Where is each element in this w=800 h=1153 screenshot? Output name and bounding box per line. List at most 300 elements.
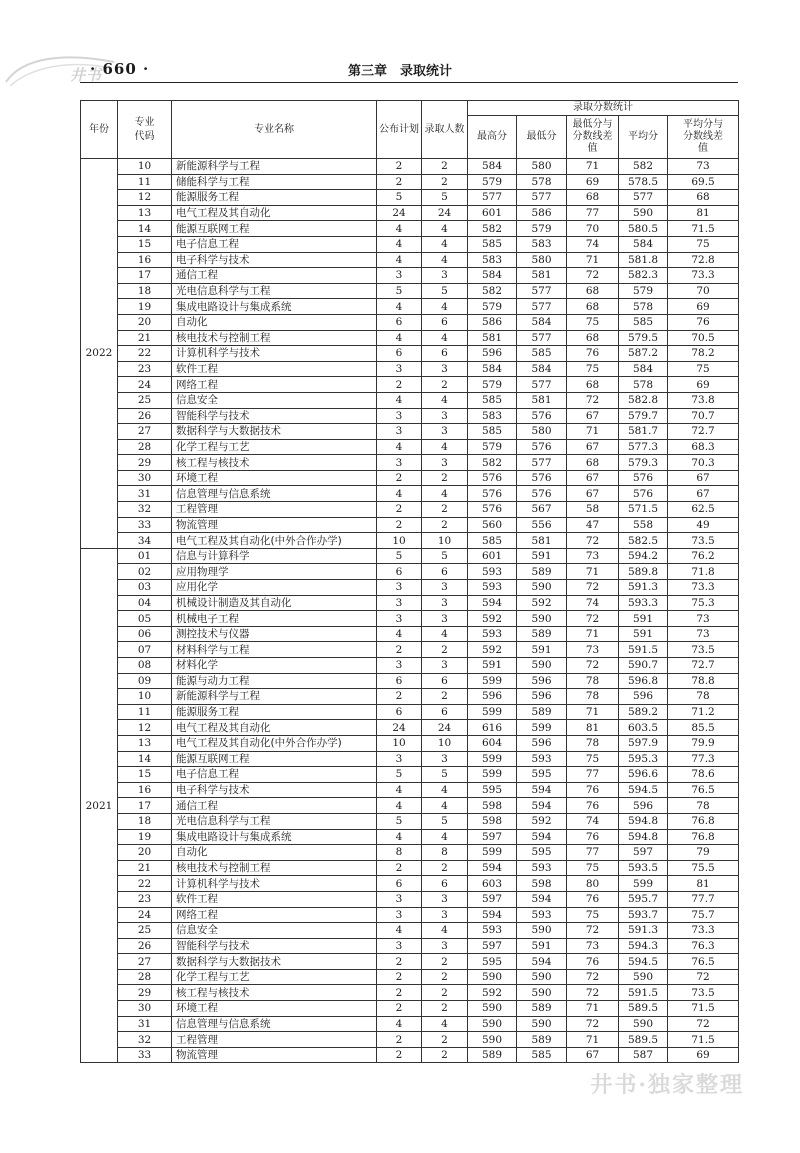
major-name-cell: 电气工程及其自动化(中外合作办学) [172, 533, 377, 549]
table-row [81, 517, 739, 533]
table-row [81, 377, 739, 393]
major-name-cell: 电子信息工程 [172, 767, 377, 783]
min-diff-cell: 68 [567, 190, 619, 206]
max-score-cell: 581 [468, 330, 517, 346]
major-code-cell: 22 [118, 876, 172, 892]
min-diff-cell: 72 [567, 611, 619, 627]
admitted-cell: 2 [422, 969, 468, 985]
admitted-cell: 3 [422, 891, 468, 907]
major-code-cell: 28 [118, 969, 172, 985]
major-name-cell: 信息管理与信息系统 [172, 486, 377, 502]
min-diff-cell: 77 [567, 205, 619, 221]
major-code-cell: 01 [118, 548, 172, 564]
table-row [81, 361, 739, 377]
major-name-cell: 机械设计制造及其自动化 [172, 595, 377, 611]
admitted-cell: 3 [422, 424, 468, 440]
admitted-cell: 4 [422, 798, 468, 814]
table-row [81, 923, 739, 939]
admitted-cell: 6 [422, 673, 468, 689]
admitted-cell: 8 [422, 845, 468, 861]
admitted-cell: 4 [422, 252, 468, 268]
published-plan-cell: 6 [377, 346, 422, 362]
published-plan-cell: 2 [377, 689, 422, 705]
admitted-cell: 4 [422, 299, 468, 315]
admitted-cell: 6 [422, 704, 468, 720]
published-plan-cell: 4 [377, 392, 422, 408]
max-score-cell: 583 [468, 252, 517, 268]
published-plan-cell: 3 [377, 938, 422, 954]
major-code-cell: 25 [118, 923, 172, 939]
max-score-cell: 589 [468, 1047, 517, 1063]
avg-diff-cell: 76.2 [668, 548, 739, 564]
max-score-cell: 579 [468, 174, 517, 190]
admitted-cell: 3 [422, 408, 468, 424]
major-name-cell: 电气工程及其自动化 [172, 720, 377, 736]
avg-diff-cell: 78 [668, 689, 739, 705]
admitted-cell: 3 [422, 751, 468, 767]
max-score-cell: 583 [468, 408, 517, 424]
avg-diff-cell: 76.8 [668, 813, 739, 829]
max-score-cell: 579 [468, 439, 517, 455]
major-code-cell: 06 [118, 626, 172, 642]
major-name-cell: 化学工程与工艺 [172, 439, 377, 455]
major-name-cell: 集成电路设计与集成系统 [172, 299, 377, 315]
avg-diff-cell: 71.2 [668, 704, 739, 720]
avg-score-cell: 580.5 [619, 221, 668, 237]
major-code-cell: 13 [118, 735, 172, 751]
min-diff-cell: 73 [567, 548, 619, 564]
min-score-cell: 577 [517, 283, 567, 299]
max-score-cell: 584 [468, 361, 517, 377]
admitted-cell: 2 [422, 985, 468, 1001]
table-row [81, 486, 739, 502]
header-min-score: 最低分 [517, 116, 567, 159]
published-plan-cell: 2 [377, 159, 422, 175]
min-score-cell: 580 [517, 252, 567, 268]
table-row [81, 767, 739, 783]
published-plan-cell: 2 [377, 502, 422, 518]
table-row [81, 392, 739, 408]
avg-score-cell: 593.7 [619, 907, 668, 923]
published-plan-cell: 2 [377, 1032, 422, 1048]
major-name-cell: 光电信息科学与工程 [172, 283, 377, 299]
min-diff-cell: 78 [567, 673, 619, 689]
min-diff-cell: 68 [567, 377, 619, 393]
published-plan-cell: 2 [377, 174, 422, 190]
admitted-cell: 10 [422, 533, 468, 549]
published-plan-cell: 5 [377, 767, 422, 783]
published-plan-cell: 5 [377, 813, 422, 829]
avg-score-cell: 584 [619, 236, 668, 252]
table-row [81, 782, 739, 798]
avg-score-cell: 587.2 [619, 346, 668, 362]
max-score-cell: 584 [468, 159, 517, 175]
avg-score-cell: 595.7 [619, 891, 668, 907]
min-score-cell: 590 [517, 969, 567, 985]
min-diff-cell: 67 [567, 470, 619, 486]
major-code-cell: 23 [118, 361, 172, 377]
min-diff-cell: 58 [567, 502, 619, 518]
table-row [81, 533, 739, 549]
max-score-cell: 590 [468, 1001, 517, 1017]
avg-score-cell: 594.5 [619, 782, 668, 798]
major-name-cell: 网络工程 [172, 377, 377, 393]
min-score-cell: 581 [517, 392, 567, 408]
header-year: 年份 [81, 101, 118, 159]
avg-diff-cell: 62.5 [668, 502, 739, 518]
table-row [81, 470, 739, 486]
min-diff-cell: 76 [567, 798, 619, 814]
avg-score-cell: 587 [619, 1047, 668, 1063]
major-code-cell: 04 [118, 595, 172, 611]
min-diff-cell: 73 [567, 642, 619, 658]
avg-score-cell: 594.8 [619, 829, 668, 845]
min-score-cell: 592 [517, 813, 567, 829]
table-body [81, 159, 739, 1063]
published-plan-cell: 3 [377, 891, 422, 907]
min-diff-cell: 71 [567, 424, 619, 440]
min-score-cell: 583 [517, 236, 567, 252]
major-code-cell: 07 [118, 642, 172, 658]
avg-diff-cell: 69 [668, 377, 739, 393]
major-code-cell: 31 [118, 1016, 172, 1032]
published-plan-cell: 6 [377, 704, 422, 720]
major-code-cell: 20 [118, 314, 172, 330]
min-score-cell: 584 [517, 314, 567, 330]
min-diff-cell: 74 [567, 813, 619, 829]
table-row [81, 346, 739, 362]
min-score-cell: 594 [517, 891, 567, 907]
avg-score-cell: 594.2 [619, 548, 668, 564]
avg-diff-cell: 78.2 [668, 346, 739, 362]
table-row [81, 720, 739, 736]
admitted-cell: 6 [422, 346, 468, 362]
major-code-cell: 15 [118, 236, 172, 252]
major-name-cell: 能源服务工程 [172, 190, 377, 206]
published-plan-cell: 3 [377, 658, 422, 674]
min-score-cell: 576 [517, 470, 567, 486]
avg-score-cell: 589.5 [619, 1001, 668, 1017]
major-code-cell: 26 [118, 408, 172, 424]
admitted-cell: 3 [422, 580, 468, 596]
major-name-cell: 电子科学与技术 [172, 252, 377, 268]
max-score-cell: 582 [468, 221, 517, 237]
admitted-cell: 6 [422, 876, 468, 892]
major-name-cell: 工程管理 [172, 1032, 377, 1048]
admitted-cell: 2 [422, 517, 468, 533]
min-score-cell: 596 [517, 673, 567, 689]
max-score-cell: 597 [468, 891, 517, 907]
max-score-cell: 577 [468, 190, 517, 206]
min-score-cell: 594 [517, 954, 567, 970]
avg-score-cell: 603.5 [619, 720, 668, 736]
avg-score-cell: 599 [619, 876, 668, 892]
max-score-cell: 576 [468, 470, 517, 486]
min-diff-cell: 71 [567, 564, 619, 580]
major-code-cell: 09 [118, 673, 172, 689]
min-diff-cell: 71 [567, 1001, 619, 1017]
avg-diff-cell: 71.5 [668, 1032, 739, 1048]
table-row [81, 642, 739, 658]
table-row [81, 954, 739, 970]
major-name-cell: 电子科学与技术 [172, 782, 377, 798]
avg-score-cell: 571.5 [619, 502, 668, 518]
min-score-cell: 595 [517, 845, 567, 861]
min-diff-cell: 72 [567, 533, 619, 549]
major-code-cell: 18 [118, 283, 172, 299]
major-name-cell: 计算机科学与技术 [172, 876, 377, 892]
avg-diff-cell: 73.3 [668, 923, 739, 939]
major-name-cell: 核工程与核技术 [172, 985, 377, 1001]
table-row [81, 236, 739, 252]
major-name-cell: 核工程与核技术 [172, 455, 377, 471]
published-plan-cell: 3 [377, 907, 422, 923]
major-name-cell: 电气工程及其自动化(中外合作办学) [172, 735, 377, 751]
major-code-cell: 18 [118, 813, 172, 829]
major-code-cell: 11 [118, 704, 172, 720]
table-row [81, 595, 739, 611]
major-name-cell: 应用物理学 [172, 564, 377, 580]
major-name-cell: 信息安全 [172, 923, 377, 939]
min-score-cell: 581 [517, 268, 567, 284]
min-diff-cell: 72 [567, 392, 619, 408]
max-score-cell: 585 [468, 236, 517, 252]
avg-diff-cell: 69.5 [668, 174, 739, 190]
major-code-cell: 31 [118, 486, 172, 502]
major-code-cell: 12 [118, 190, 172, 206]
min-score-cell: 593 [517, 860, 567, 876]
min-score-cell: 590 [517, 985, 567, 1001]
major-code-cell: 03 [118, 580, 172, 596]
avg-diff-cell: 81 [668, 205, 739, 221]
max-score-cell: 595 [468, 954, 517, 970]
published-plan-cell: 5 [377, 190, 422, 206]
avg-diff-cell: 77.3 [668, 751, 739, 767]
avg-score-cell: 591.3 [619, 580, 668, 596]
table-row [81, 876, 739, 892]
major-code-cell: 12 [118, 720, 172, 736]
table-row [81, 564, 739, 580]
avg-score-cell: 582.8 [619, 392, 668, 408]
avg-score-cell: 584 [619, 361, 668, 377]
min-score-cell: 589 [517, 1001, 567, 1017]
avg-score-cell: 558 [619, 517, 668, 533]
major-name-cell: 智能科学与技术 [172, 938, 377, 954]
avg-diff-cell: 85.5 [668, 720, 739, 736]
avg-score-cell: 578 [619, 299, 668, 315]
min-score-cell: 591 [517, 938, 567, 954]
min-score-cell: 590 [517, 923, 567, 939]
major-code-cell: 29 [118, 985, 172, 1001]
avg-score-cell: 593.3 [619, 595, 668, 611]
page-number: · 660 · [90, 60, 150, 78]
avg-diff-cell: 70.5 [668, 330, 739, 346]
avg-diff-cell: 79 [668, 845, 739, 861]
admission-stats-table [80, 100, 739, 1063]
published-plan-cell: 4 [377, 299, 422, 315]
header-published-plan: 公布计划 [377, 101, 422, 159]
min-score-cell: 580 [517, 424, 567, 440]
major-name-cell: 通信工程 [172, 798, 377, 814]
major-name-cell: 能源与动力工程 [172, 673, 377, 689]
major-code-cell: 27 [118, 954, 172, 970]
max-score-cell: 582 [468, 455, 517, 471]
table-row [81, 455, 739, 471]
avg-score-cell: 597.9 [619, 735, 668, 751]
admitted-cell: 4 [422, 439, 468, 455]
major-code-cell: 23 [118, 891, 172, 907]
published-plan-cell: 8 [377, 845, 422, 861]
major-name-cell: 数据科学与大数据技术 [172, 954, 377, 970]
admitted-cell: 4 [422, 1016, 468, 1032]
max-score-cell: 604 [468, 735, 517, 751]
published-plan-cell: 3 [377, 611, 422, 627]
max-score-cell: 576 [468, 502, 517, 518]
min-diff-cell: 67 [567, 408, 619, 424]
admitted-cell: 2 [422, 954, 468, 970]
admitted-cell: 2 [422, 470, 468, 486]
published-plan-cell: 3 [377, 268, 422, 284]
min-score-cell: 585 [517, 1047, 567, 1063]
admitted-cell: 4 [422, 486, 468, 502]
published-plan-cell: 3 [377, 408, 422, 424]
major-name-cell: 新能源科学与工程 [172, 159, 377, 175]
admitted-cell: 3 [422, 268, 468, 284]
admitted-cell: 3 [422, 455, 468, 471]
min-score-cell: 581 [517, 533, 567, 549]
table-row [81, 268, 739, 284]
avg-diff-cell: 70 [668, 283, 739, 299]
major-name-cell: 能源互联网工程 [172, 751, 377, 767]
published-plan-cell: 24 [377, 720, 422, 736]
published-plan-cell: 2 [377, 860, 422, 876]
year-cell: 2021 [81, 548, 118, 1063]
avg-diff-cell: 76 [668, 314, 739, 330]
major-name-cell: 电子信息工程 [172, 236, 377, 252]
avg-score-cell: 594.8 [619, 813, 668, 829]
table-row [81, 845, 739, 861]
max-score-cell: 592 [468, 642, 517, 658]
avg-diff-cell: 70.7 [668, 408, 739, 424]
max-score-cell: 593 [468, 564, 517, 580]
max-score-cell: 593 [468, 923, 517, 939]
max-score-cell: 576 [468, 486, 517, 502]
max-score-cell: 599 [468, 704, 517, 720]
min-diff-cell: 68 [567, 283, 619, 299]
avg-diff-cell: 79.9 [668, 735, 739, 751]
min-score-cell: 593 [517, 907, 567, 923]
avg-diff-cell: 73 [668, 159, 739, 175]
avg-score-cell: 582.3 [619, 268, 668, 284]
min-diff-cell: 72 [567, 1016, 619, 1032]
avg-score-cell: 590 [619, 969, 668, 985]
published-plan-cell: 4 [377, 236, 422, 252]
table-row [81, 735, 739, 751]
table-row [81, 174, 739, 190]
admitted-cell: 6 [422, 564, 468, 580]
min-score-cell: 585 [517, 346, 567, 362]
min-score-cell: 590 [517, 611, 567, 627]
min-score-cell: 589 [517, 626, 567, 642]
major-name-cell: 环境工程 [172, 1001, 377, 1017]
avg-diff-cell: 71.5 [668, 221, 739, 237]
published-plan-cell: 2 [377, 954, 422, 970]
admitted-cell: 6 [422, 314, 468, 330]
major-name-cell: 软件工程 [172, 891, 377, 907]
admitted-cell: 2 [422, 689, 468, 705]
header-major-name: 专业名称 [172, 101, 377, 159]
avg-score-cell: 582.5 [619, 533, 668, 549]
min-score-cell: 567 [517, 502, 567, 518]
avg-score-cell: 581.7 [619, 424, 668, 440]
avg-diff-cell: 75 [668, 236, 739, 252]
min-score-cell: 598 [517, 876, 567, 892]
max-score-cell: 599 [468, 673, 517, 689]
header-major-code: 专业代码 [118, 101, 172, 159]
major-name-cell: 光电信息科学与工程 [172, 813, 377, 829]
avg-score-cell: 596.8 [619, 673, 668, 689]
admitted-cell: 3 [422, 595, 468, 611]
table-row [81, 299, 739, 315]
avg-diff-cell: 49 [668, 517, 739, 533]
min-diff-cell: 73 [567, 938, 619, 954]
avg-diff-cell: 73.5 [668, 985, 739, 1001]
min-diff-cell: 71 [567, 626, 619, 642]
major-name-cell: 信息与计算科学 [172, 548, 377, 564]
admitted-cell: 3 [422, 361, 468, 377]
min-diff-cell: 76 [567, 891, 619, 907]
max-score-cell: 599 [468, 751, 517, 767]
logo-text: 井书 [70, 66, 103, 84]
admitted-cell: 3 [422, 938, 468, 954]
avg-score-cell: 590 [619, 1016, 668, 1032]
published-plan-cell: 4 [377, 252, 422, 268]
min-score-cell: 577 [517, 190, 567, 206]
admitted-cell: 5 [422, 283, 468, 299]
major-code-cell: 20 [118, 845, 172, 861]
table-row [81, 891, 739, 907]
major-code-cell: 28 [118, 439, 172, 455]
avg-score-cell: 594.3 [619, 938, 668, 954]
major-code-cell: 33 [118, 1047, 172, 1063]
min-diff-cell: 74 [567, 236, 619, 252]
avg-diff-cell: 69 [668, 299, 739, 315]
avg-score-cell: 591.5 [619, 642, 668, 658]
table-row [81, 502, 739, 518]
min-diff-cell: 68 [567, 299, 619, 315]
table-row [81, 658, 739, 674]
max-score-cell: 592 [468, 611, 517, 627]
published-plan-cell: 3 [377, 595, 422, 611]
major-code-cell: 14 [118, 751, 172, 767]
max-score-cell: 585 [468, 424, 517, 440]
major-code-cell: 29 [118, 455, 172, 471]
published-plan-cell: 2 [377, 642, 422, 658]
min-score-cell: 594 [517, 829, 567, 845]
min-score-cell: 594 [517, 798, 567, 814]
published-plan-cell: 3 [377, 580, 422, 596]
header-avg-score: 平均分 [619, 116, 668, 159]
avg-diff-cell: 67 [668, 486, 739, 502]
admitted-cell: 5 [422, 548, 468, 564]
admitted-cell: 2 [422, 502, 468, 518]
admitted-cell: 5 [422, 190, 468, 206]
min-score-cell: 591 [517, 642, 567, 658]
avg-score-cell: 593.5 [619, 860, 668, 876]
published-plan-cell: 2 [377, 377, 422, 393]
min-diff-cell: 75 [567, 860, 619, 876]
max-score-cell: 599 [468, 845, 517, 861]
